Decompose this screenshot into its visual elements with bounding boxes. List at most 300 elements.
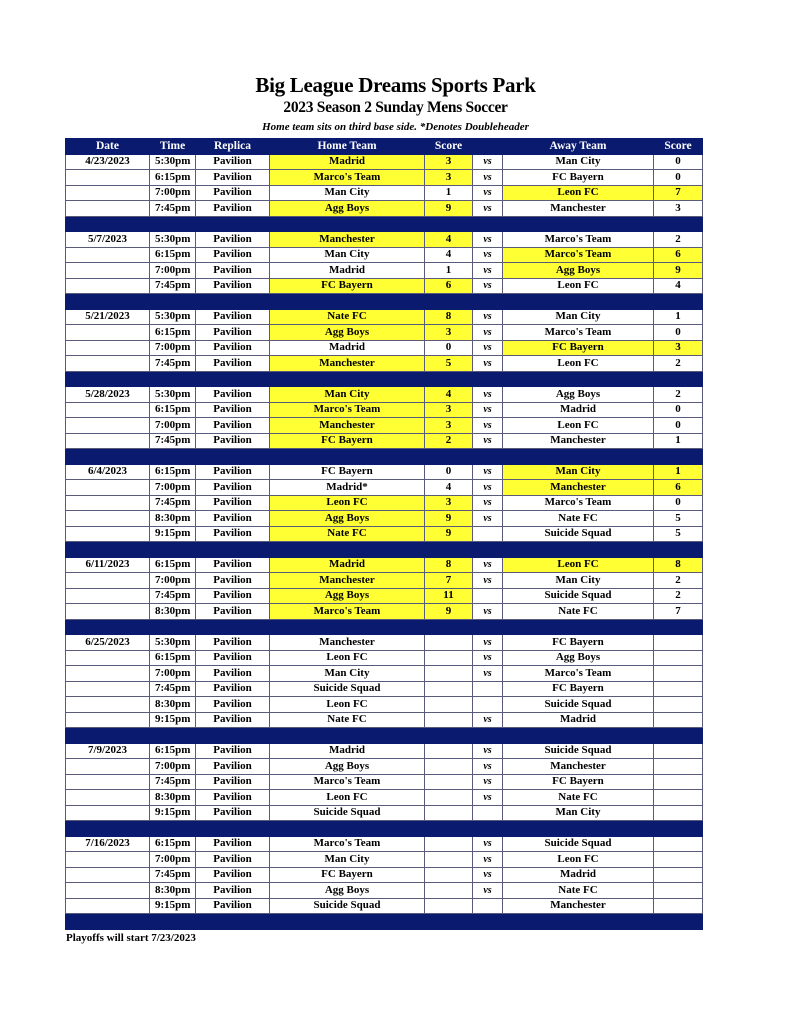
vs-cell: vs [473, 247, 503, 263]
separator-cell [425, 449, 473, 465]
separator-cell [425, 371, 473, 387]
separator-cell [270, 294, 425, 310]
vs-cell: vs [473, 883, 503, 899]
replica-cell: Pavilion [196, 836, 270, 852]
time-cell: 7:45pm [150, 681, 196, 697]
replica-cell: Pavilion [196, 511, 270, 527]
separator-cell [503, 728, 654, 744]
date-cell: 4/23/2023 [66, 154, 150, 170]
replica-cell: Pavilion [196, 650, 270, 666]
home-team-cell: Marco's Team [270, 774, 425, 790]
col-header-home-score: Score [425, 139, 473, 155]
away-score-cell [654, 635, 703, 651]
table-row [66, 356, 703, 372]
home-team-cell: Leon FC [270, 790, 425, 806]
table-row [66, 185, 703, 201]
away-score-cell [654, 697, 703, 713]
away-score-cell [654, 666, 703, 682]
away-score-cell: 8 [654, 557, 703, 573]
separator-cell [425, 914, 473, 930]
time-cell: 8:30pm [150, 697, 196, 713]
date-cell: 5/7/2023 [66, 232, 150, 248]
separator-cell [196, 216, 270, 232]
replica-cell: Pavilion [196, 867, 270, 883]
replica-cell: Pavilion [196, 464, 270, 480]
separator-cell [270, 216, 425, 232]
separator-cell [270, 728, 425, 744]
away-score-cell: 5 [654, 511, 703, 527]
away-team-cell: Manchester [503, 759, 654, 775]
away-team-cell: Man City [503, 573, 654, 589]
date-cell-empty [66, 774, 150, 790]
replica-cell: Pavilion [196, 495, 270, 511]
home-team-cell: Leon FC [270, 697, 425, 713]
away-team-cell: FC Bayern [503, 170, 654, 186]
away-team-cell: Leon FC [503, 356, 654, 372]
away-team-cell: Marco's Team [503, 666, 654, 682]
vs-cell: vs [473, 170, 503, 186]
home-score-cell: 4 [425, 480, 473, 496]
separator-cell [654, 821, 703, 837]
home-score-cell: 1 [425, 185, 473, 201]
home-team-cell: Agg Boys [270, 325, 425, 341]
separator-cell [654, 619, 703, 635]
away-score-cell: 0 [654, 418, 703, 434]
vs-cell: vs [473, 867, 503, 883]
away-score-cell: 0 [654, 325, 703, 341]
away-team-cell: Madrid [503, 712, 654, 728]
away-score-cell: 1 [654, 309, 703, 325]
replica-cell: Pavilion [196, 852, 270, 868]
replica-cell: Pavilion [196, 433, 270, 449]
time-cell: 6:15pm [150, 557, 196, 573]
table-row [66, 650, 703, 666]
home-score-cell [425, 712, 473, 728]
time-cell: 9:15pm [150, 898, 196, 914]
date-cell-empty [66, 201, 150, 217]
time-cell: 6:15pm [150, 170, 196, 186]
separator-cell [425, 728, 473, 744]
away-team-cell: Agg Boys [503, 387, 654, 403]
home-score-cell [425, 774, 473, 790]
replica-cell: Pavilion [196, 681, 270, 697]
away-team-cell: Marco's Team [503, 495, 654, 511]
table-row [66, 666, 703, 682]
home-score-cell [425, 836, 473, 852]
table-row [66, 635, 703, 651]
home-score-cell: 11 [425, 588, 473, 604]
home-score-cell: 0 [425, 464, 473, 480]
home-team-cell: Madrid [270, 743, 425, 759]
separator-cell [473, 371, 503, 387]
home-team-cell: Leon FC [270, 650, 425, 666]
time-cell: 7:00pm [150, 480, 196, 496]
time-cell: 7:00pm [150, 852, 196, 868]
time-cell: 6:15pm [150, 325, 196, 341]
time-cell: 8:30pm [150, 604, 196, 620]
home-score-cell [425, 650, 473, 666]
col-header-replica: Replica [196, 139, 270, 155]
replica-cell: Pavilion [196, 805, 270, 821]
vs-cell [473, 697, 503, 713]
replica-cell: Pavilion [196, 666, 270, 682]
away-score-cell: 7 [654, 185, 703, 201]
home-score-cell [425, 898, 473, 914]
date-cell-empty [66, 852, 150, 868]
away-team-cell: Marco's Team [503, 247, 654, 263]
table-row [66, 170, 703, 186]
separator-cell [66, 619, 150, 635]
page-subtitle: 2023 Season 2 Sunday Mens Soccer [283, 99, 508, 116]
table-row [66, 247, 703, 263]
home-team-cell: FC Bayern [270, 278, 425, 294]
time-cell: 7:45pm [150, 433, 196, 449]
home-score-cell: 1 [425, 263, 473, 279]
vs-cell: vs [473, 495, 503, 511]
date-cell-empty [66, 712, 150, 728]
home-team-cell: Nate FC [270, 526, 425, 542]
home-team-cell: Nate FC [270, 712, 425, 728]
separator-cell [66, 449, 150, 465]
date-cell-empty [66, 170, 150, 186]
schedule-note: Home team sits on third base side. *Denotes Doubleheader [262, 121, 529, 133]
away-score-cell: 0 [654, 402, 703, 418]
vs-cell [473, 681, 503, 697]
away-score-cell [654, 712, 703, 728]
separator-cell [150, 542, 196, 558]
vs-cell [473, 526, 503, 542]
away-score-cell: 2 [654, 232, 703, 248]
time-cell: 7:00pm [150, 340, 196, 356]
home-team-cell: Agg Boys [270, 201, 425, 217]
separator-cell [150, 294, 196, 310]
col-header-home-team: Home Team [270, 139, 425, 155]
time-cell: 5:30pm [150, 635, 196, 651]
separator-cell [196, 449, 270, 465]
home-team-cell: FC Bayern [270, 867, 425, 883]
home-score-cell [425, 681, 473, 697]
time-cell: 5:30pm [150, 309, 196, 325]
vs-cell: vs [473, 309, 503, 325]
away-team-cell: Man City [503, 805, 654, 821]
home-score-cell: 9 [425, 526, 473, 542]
time-cell: 7:45pm [150, 774, 196, 790]
date-cell-empty [66, 511, 150, 527]
home-team-cell: Agg Boys [270, 883, 425, 899]
separator-cell [503, 294, 654, 310]
away-score-cell: 3 [654, 201, 703, 217]
home-team-cell: Man City [270, 666, 425, 682]
vs-cell: vs [473, 201, 503, 217]
vs-cell: vs [473, 340, 503, 356]
vs-cell: vs [473, 480, 503, 496]
home-team-cell: Madrid [270, 154, 425, 170]
vs-cell: vs [473, 852, 503, 868]
separator-cell [270, 542, 425, 558]
away-team-cell: Man City [503, 309, 654, 325]
separator-cell [654, 728, 703, 744]
table-row [66, 836, 703, 852]
table-row [66, 681, 703, 697]
away-score-cell [654, 759, 703, 775]
table-row [66, 867, 703, 883]
away-team-cell: Madrid [503, 402, 654, 418]
replica-cell: Pavilion [196, 883, 270, 899]
home-team-cell: Suicide Squad [270, 898, 425, 914]
time-cell: 7:00pm [150, 185, 196, 201]
col-header-time: Time [150, 139, 196, 155]
table-row [66, 340, 703, 356]
date-cell-empty [66, 573, 150, 589]
replica-cell: Pavilion [196, 790, 270, 806]
table-row [66, 325, 703, 341]
away-score-cell [654, 898, 703, 914]
home-score-cell [425, 790, 473, 806]
vs-cell [473, 805, 503, 821]
home-score-cell: 3 [425, 495, 473, 511]
table-row [66, 774, 703, 790]
home-team-cell: Man City [270, 852, 425, 868]
away-team-cell: Man City [503, 464, 654, 480]
separator-cell [503, 449, 654, 465]
date-cell-empty [66, 650, 150, 666]
separator-cell [66, 294, 150, 310]
table-header-row [66, 139, 703, 155]
home-team-cell: Marco's Team [270, 836, 425, 852]
away-score-cell: 3 [654, 340, 703, 356]
date-cell-empty [66, 433, 150, 449]
away-team-cell: Leon FC [503, 185, 654, 201]
vs-cell: vs [473, 511, 503, 527]
time-cell: 9:15pm [150, 712, 196, 728]
away-team-cell: Leon FC [503, 852, 654, 868]
home-score-cell: 3 [425, 154, 473, 170]
replica-cell: Pavilion [196, 325, 270, 341]
table-row [66, 743, 703, 759]
away-score-cell [654, 852, 703, 868]
away-team-cell: Madrid [503, 867, 654, 883]
table-row [66, 232, 703, 248]
separator-cell [66, 542, 150, 558]
col-header-vs [473, 139, 503, 155]
home-team-cell: Agg Boys [270, 588, 425, 604]
vs-cell: vs [473, 356, 503, 372]
table-row [66, 495, 703, 511]
replica-cell: Pavilion [196, 526, 270, 542]
home-score-cell [425, 852, 473, 868]
away-team-cell: FC Bayern [503, 681, 654, 697]
home-score-cell [425, 743, 473, 759]
time-cell: 7:00pm [150, 759, 196, 775]
away-team-cell: Marco's Team [503, 325, 654, 341]
away-team-cell: Suicide Squad [503, 588, 654, 604]
replica-cell: Pavilion [196, 588, 270, 604]
home-team-cell: FC Bayern [270, 464, 425, 480]
table-row [66, 604, 703, 620]
week-separator-row [66, 294, 703, 310]
home-score-cell: 3 [425, 325, 473, 341]
separator-cell [654, 542, 703, 558]
time-cell: 7:45pm [150, 867, 196, 883]
separator-cell [196, 728, 270, 744]
table-row [66, 263, 703, 279]
separator-cell [503, 914, 654, 930]
separator-cell [270, 449, 425, 465]
table-row [66, 526, 703, 542]
separator-cell [473, 294, 503, 310]
separator-cell [66, 728, 150, 744]
time-cell: 5:30pm [150, 232, 196, 248]
replica-cell: Pavilion [196, 232, 270, 248]
separator-cell [150, 619, 196, 635]
replica-cell: Pavilion [196, 185, 270, 201]
away-team-cell: Leon FC [503, 557, 654, 573]
date-cell: 5/28/2023 [66, 387, 150, 403]
away-team-cell: Suicide Squad [503, 526, 654, 542]
vs-cell: vs [473, 402, 503, 418]
time-cell: 8:30pm [150, 883, 196, 899]
replica-cell: Pavilion [196, 774, 270, 790]
separator-cell [503, 542, 654, 558]
home-team-cell: Manchester [270, 418, 425, 434]
separator-cell [150, 821, 196, 837]
away-team-cell: Leon FC [503, 418, 654, 434]
away-team-cell: Suicide Squad [503, 743, 654, 759]
separator-cell [196, 821, 270, 837]
home-team-cell: Marco's Team [270, 402, 425, 418]
away-score-cell [654, 867, 703, 883]
home-team-cell: Manchester [270, 635, 425, 651]
away-team-cell: FC Bayern [503, 635, 654, 651]
table-row [66, 852, 703, 868]
separator-cell [270, 821, 425, 837]
col-header-date: Date [66, 139, 150, 155]
vs-cell [473, 588, 503, 604]
date-cell-empty [66, 356, 150, 372]
home-team-cell: Madrid [270, 557, 425, 573]
week-separator-row [66, 728, 703, 744]
away-score-cell: 2 [654, 573, 703, 589]
vs-cell: vs [473, 790, 503, 806]
table-row [66, 697, 703, 713]
table-row [66, 278, 703, 294]
date-cell-empty [66, 185, 150, 201]
table-row [66, 588, 703, 604]
away-score-cell [654, 681, 703, 697]
vs-cell: vs [473, 278, 503, 294]
away-team-cell: Nate FC [503, 604, 654, 620]
home-team-cell: Marco's Team [270, 170, 425, 186]
separator-cell [270, 619, 425, 635]
away-team-cell: Nate FC [503, 511, 654, 527]
home-score-cell: 0 [425, 340, 473, 356]
time-cell: 6:15pm [150, 836, 196, 852]
time-cell: 6:15pm [150, 402, 196, 418]
home-score-cell: 9 [425, 511, 473, 527]
date-cell: 6/11/2023 [66, 557, 150, 573]
week-separator-row [66, 821, 703, 837]
time-cell: 6:15pm [150, 247, 196, 263]
away-team-cell: Agg Boys [503, 650, 654, 666]
replica-cell: Pavilion [196, 743, 270, 759]
vs-cell: vs [473, 666, 503, 682]
replica-cell: Pavilion [196, 480, 270, 496]
home-score-cell: 9 [425, 604, 473, 620]
home-team-cell: Madrid [270, 263, 425, 279]
separator-cell [270, 371, 425, 387]
away-team-cell: Nate FC [503, 883, 654, 899]
separator-cell [150, 914, 196, 930]
away-team-cell: Suicide Squad [503, 697, 654, 713]
playoffs-note: Playoffs will start 7/23/2023 [66, 932, 196, 944]
date-cell-empty [66, 340, 150, 356]
vs-cell: vs [473, 464, 503, 480]
away-team-cell: FC Bayern [503, 340, 654, 356]
table-row [66, 309, 703, 325]
date-cell-empty [66, 418, 150, 434]
table-row [66, 511, 703, 527]
time-cell: 9:15pm [150, 526, 196, 542]
week-separator-row [66, 371, 703, 387]
vs-cell: vs [473, 263, 503, 279]
separator-cell [150, 728, 196, 744]
home-team-cell: Marco's Team [270, 604, 425, 620]
away-team-cell: Suicide Squad [503, 836, 654, 852]
separator-cell [503, 821, 654, 837]
time-cell: 7:00pm [150, 666, 196, 682]
date-cell-empty [66, 805, 150, 821]
date-cell-empty [66, 604, 150, 620]
table-row [66, 557, 703, 573]
vs-cell: vs [473, 743, 503, 759]
replica-cell: Pavilion [196, 635, 270, 651]
home-team-cell: Manchester [270, 573, 425, 589]
vs-cell: vs [473, 650, 503, 666]
table-row [66, 464, 703, 480]
time-cell: 9:15pm [150, 805, 196, 821]
replica-cell: Pavilion [196, 604, 270, 620]
date-cell-empty [66, 697, 150, 713]
separator-cell [473, 619, 503, 635]
replica-cell: Pavilion [196, 759, 270, 775]
away-score-cell: 7 [654, 604, 703, 620]
separator-cell [425, 216, 473, 232]
home-score-cell: 8 [425, 309, 473, 325]
away-score-cell: 2 [654, 356, 703, 372]
vs-cell: vs [473, 774, 503, 790]
away-team-cell: Manchester [503, 201, 654, 217]
home-score-cell [425, 635, 473, 651]
separator-cell [503, 619, 654, 635]
date-cell-empty [66, 402, 150, 418]
date-cell-empty [66, 883, 150, 899]
date-cell-empty [66, 480, 150, 496]
table-row [66, 433, 703, 449]
home-team-cell: Madrid [270, 340, 425, 356]
separator-cell [503, 371, 654, 387]
separator-cell [654, 371, 703, 387]
away-score-cell: 1 [654, 433, 703, 449]
vs-cell: vs [473, 154, 503, 170]
date-cell-empty [66, 526, 150, 542]
away-score-cell [654, 650, 703, 666]
page-title: Big League Dreams Sports Park [255, 73, 536, 97]
vs-cell: vs [473, 387, 503, 403]
time-cell: 6:15pm [150, 650, 196, 666]
week-separator-row [66, 449, 703, 465]
home-score-cell: 4 [425, 232, 473, 248]
separator-cell [425, 542, 473, 558]
